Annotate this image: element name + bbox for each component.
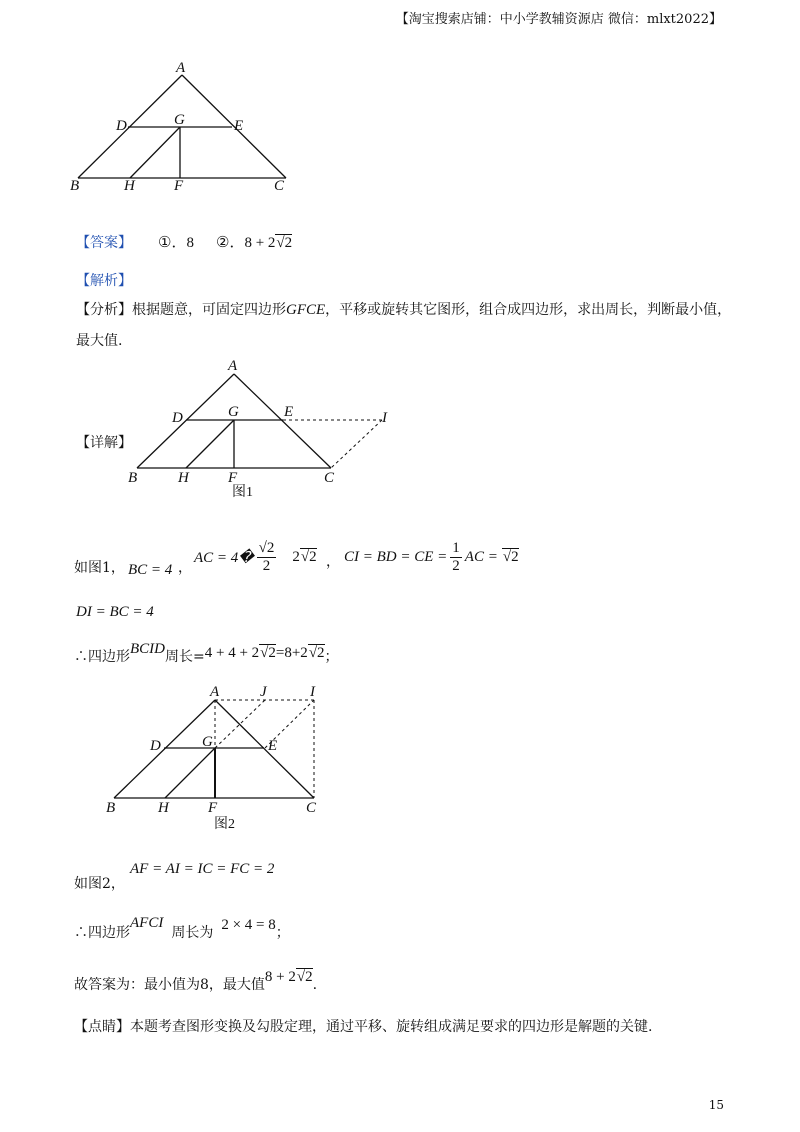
step3-line: ∴四边形BCID周长=4 + 4 + 2√2=8+2√2；: [74, 641, 339, 665]
label-I: I: [382, 410, 387, 426]
label-C: C: [306, 800, 317, 816]
step1-lead: 如图1，: [74, 560, 125, 576]
fenxi-line-2: 最大值.: [76, 333, 123, 349]
label-E: E: [284, 404, 294, 420]
label-B: B: [106, 800, 116, 816]
label-G: G: [228, 404, 239, 420]
label-B: B: [128, 470, 138, 486]
label-D: D: [150, 738, 161, 754]
label-G: G: [174, 112, 185, 128]
label-C: C: [324, 470, 335, 486]
step1-bc: BC = 4: [128, 562, 173, 578]
label-A: A: [210, 684, 220, 700]
label-H: H: [178, 470, 189, 486]
label-H: H: [158, 800, 169, 816]
step5-line: ∴四边形AFCI周长为 2 × 4 = 8；: [74, 915, 290, 941]
label-A: A: [176, 60, 186, 76]
figure-1-caption: 图1: [232, 485, 253, 500]
label-A: A: [228, 358, 238, 374]
step2-equation: DI = BC = 4: [76, 604, 154, 620]
xiangjie-tag: 【详解】: [76, 435, 132, 451]
analysis-tag: 【解析】: [76, 273, 132, 289]
page-number: 15: [708, 1098, 724, 1112]
label-F: F: [208, 800, 218, 816]
figure-triangle-top: [60, 58, 300, 198]
dianjing-line: 【点睛】本题考查图形变换及勾股定理，通过平移、旋转组成满足要求的四边形是解题的关键.: [74, 1019, 653, 1035]
label-C: C: [274, 178, 285, 194]
step1-ci: CI = BD = CE = $\frac{1}{2}$ AC = √2: [344, 540, 519, 574]
step4-equation: AF = AI = IC = FC = 2: [130, 861, 275, 877]
fenxi-line-1: 【分析】根据题意，可固定四边形GFCE，平移或旋转其它图形，组合成四边形，求出周长，判断最小值，: [76, 302, 732, 318]
label-F: F: [174, 178, 184, 194]
label-F: F: [228, 470, 238, 486]
label-I: I: [310, 684, 315, 700]
answer-item-1: ①．8: [158, 235, 194, 251]
answer-item-2: ②．8 + 2√2: [216, 235, 293, 251]
figure-2-caption: 图2: [214, 817, 235, 832]
label-E: E: [268, 738, 278, 754]
figure-2: [100, 676, 340, 836]
label-G: G: [202, 734, 213, 750]
step1-comma2: ，: [326, 554, 340, 570]
answer-tag: 【答案】: [76, 235, 132, 251]
label-B: B: [70, 178, 80, 194]
label-J: J: [260, 684, 267, 700]
step1-ac: AC = 4� $\frac{√2}{2}$ 2 √2: [194, 540, 317, 574]
label-D: D: [172, 410, 183, 426]
figure-1: [120, 352, 410, 502]
step1-comma1: ，: [178, 560, 192, 576]
label-E: E: [234, 118, 244, 134]
page-header: 【淘宝搜索店铺：中小学教辅资源店 微信：mlxt2022】: [395, 12, 722, 27]
label-H: H: [124, 178, 135, 194]
label-D: D: [116, 118, 127, 134]
step4-lead: 如图2，: [74, 876, 125, 892]
step6-line: 故答案为：最小值为8，最大值8 + 2√2.: [74, 969, 318, 993]
